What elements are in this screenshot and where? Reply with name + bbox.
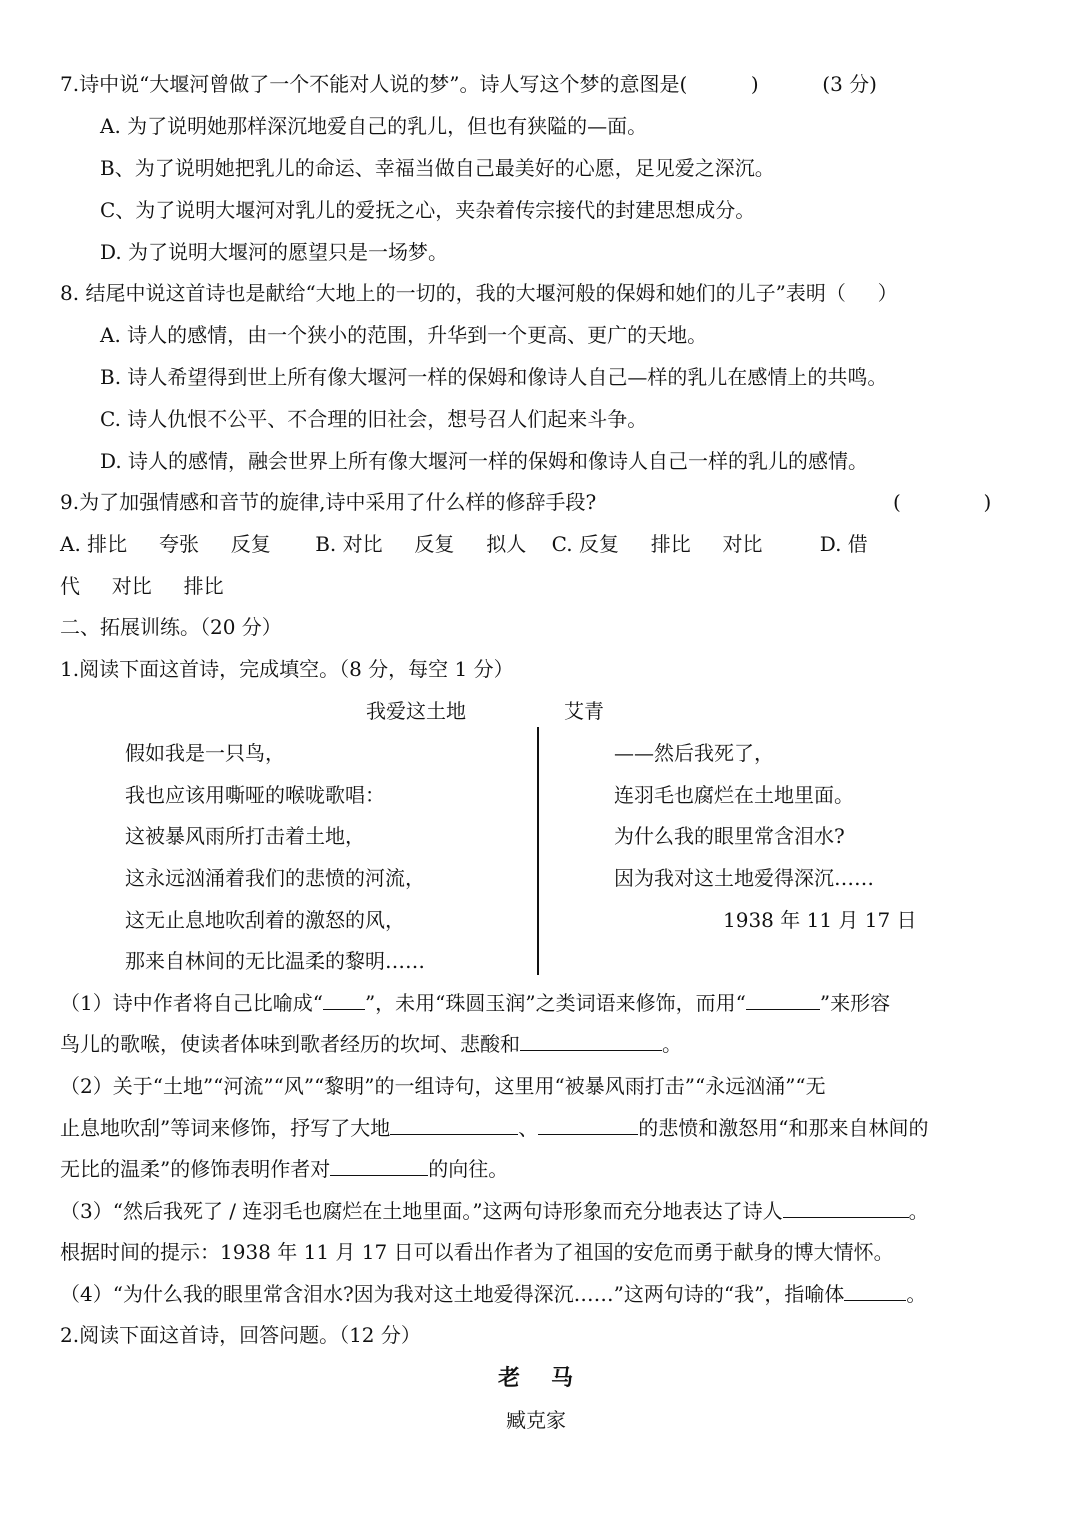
poem1-date: 1938 年 11 月 17 日 xyxy=(723,908,917,932)
answer-blank[interactable] xyxy=(746,989,820,1010)
answer-blank[interactable] xyxy=(330,1155,428,1176)
fill-q4-line xyxy=(60,1280,926,1308)
fill-q2-line1: （2）关于“土地”“河流”“风”“黎明”的一组诗句，这里用“被暴风雨打击”“永远汹涌”“无 xyxy=(60,1074,826,1098)
q7-stem: 7.诗中说“大堰河曾做了一个不能对人说的梦”。诗人写这个梦的意图是( ) (3 分) xyxy=(60,72,877,96)
poem1-left-line: 我也应该用嘶哑的喉咙歌唱： xyxy=(125,783,385,807)
poem2-author: 臧克家 xyxy=(506,1408,566,1432)
poem-column-divider xyxy=(537,727,539,975)
q9-options-line1: A. 排比 夸张 反复 B. 对比 反复 拟人 C. 反复 排比 对比 D. 借 xyxy=(60,532,868,556)
fill-q2-line2 xyxy=(60,1114,928,1142)
answer-blank[interactable] xyxy=(520,1030,662,1051)
q8-option-d: D. 诗人的感情，融会世界上所有像大堰河一样的保姆和像诗人自己一样的乳儿的感情。 xyxy=(100,449,869,473)
q8-option-b: B. 诗人希望得到世上所有像大堰河一样的保姆和像诗人自己—样的乳儿在感情上的共鸣。 xyxy=(100,365,888,389)
fill-q1-line2 xyxy=(60,1030,682,1058)
fill-q2-text: 止息地吹刮”等词来修饰，抒写了大地 xyxy=(60,1116,391,1140)
q7-option-d: D. 为了说明大堰河的愿望只是一场梦。 xyxy=(100,240,449,264)
section2-heading: 二、拓展训练。（20 分） xyxy=(60,615,282,639)
poem1-left-line: 那来自林间的无比温柔的黎明…… xyxy=(125,949,425,973)
answer-blank[interactable] xyxy=(844,1280,906,1301)
q8-option-c: C. 诗人仇恨不公平、不合理的旧社会，想号召人们起来斗争。 xyxy=(100,407,648,431)
answer-blank[interactable] xyxy=(783,1197,909,1218)
fill-q2-text: 的向往。 xyxy=(428,1157,509,1181)
fill-q3-line2: 根据时间的提示：1938 年 11 月 17 日可以看出作者为了祖国的安危而勇于献身的博大情怀。 xyxy=(60,1240,894,1264)
fill-q4-text: （4）“为什么我的眼里常含泪水?因为我对这土地爱得深沉……”这两句诗的“我”，指喻体 xyxy=(60,1282,845,1306)
section2-q1-stem: 1.阅读下面这首诗，完成填空。（8 分，每空 1 分） xyxy=(60,657,514,681)
poem1-right-line: 为什么我的眼里常含泪水? xyxy=(614,824,845,848)
fill-q1-text: 鸟儿的歌喉，使读者体味到歌者经历的坎坷、悲酸和 xyxy=(60,1032,520,1056)
fill-q1-text: ”来形容 xyxy=(819,991,891,1015)
poem1-right-line: 因为我对这土地爱得深沉…… xyxy=(614,866,874,890)
poem1-title: 我爱这土地 xyxy=(366,699,466,723)
q9-answer-paren: ( ) xyxy=(893,490,992,514)
fill-q2-text: 的悲愤和激怒用“和那来自林间的 xyxy=(638,1116,929,1140)
q8-option-a: A. 诗人的感情，由一个狭小的范围，升华到一个更高、更广的天地。 xyxy=(100,323,708,347)
fill-q4-text: 。 xyxy=(906,1282,927,1306)
fill-q1-text: 。 xyxy=(662,1032,682,1056)
section2-q2-stem: 2.阅读下面这首诗，回答问题。（12 分） xyxy=(60,1323,421,1347)
fill-q1-text: （1）诗中作者将自己比喻成“ xyxy=(60,991,323,1015)
fill-q2-text: 无比的温柔”的修饰表明作者对 xyxy=(60,1157,331,1181)
poem1-left-line: 假如我是一只鸟， xyxy=(125,741,285,765)
fill-q1-line1 xyxy=(60,989,890,1017)
poem2-title: 老 马 xyxy=(498,1365,575,1391)
q7-option-c: C、为了说明大堰河对乳儿的爱抚之心，夹杂着传宗接代的封建思想成分。 xyxy=(100,198,756,222)
q9-options-line2: 代 对比 排比 xyxy=(60,574,224,598)
fill-q2-text: 、 xyxy=(518,1116,539,1140)
q8-stem: 8. 结尾中说这首诗也是献给“大地上的一切的，我的大堰河般的保姆和她们的儿子”表明（ ） xyxy=(60,281,898,305)
q7-option-b: B、为了说明她把乳儿的命运、幸福当做自己最美好的心愿，足见爱之深沉。 xyxy=(100,156,775,180)
q9-stem: 9.为了加强情感和音节的旋律,诗中采用了什么样的修辞手段? xyxy=(60,490,597,514)
q7-option-a: A. 为了说明她那样深沉地爱自己的乳儿，但也有狭隘的—面。 xyxy=(100,114,648,138)
poem1-right-line: 连羽毛也腐烂在土地里面。 xyxy=(614,783,854,807)
fill-q3-line1 xyxy=(60,1197,929,1225)
poem1-author: 艾青 xyxy=(564,699,604,723)
poem1-left-line: 这永远汹涌着我们的悲愤的河流， xyxy=(125,866,425,890)
fill-q1-text: ”，未用“珠圆玉润”之类词语来修饰，而用“ xyxy=(364,991,746,1015)
poem1-left-line: 这无止息地吹刮着的激怒的风， xyxy=(125,908,405,932)
answer-blank[interactable] xyxy=(538,1114,638,1135)
answer-blank[interactable] xyxy=(323,989,365,1010)
fill-q2-line3 xyxy=(60,1155,508,1183)
fill-q3-text: （3）“然后我死了 / 连羽毛也腐烂在土地里面。”这两句诗形象而充分地表达了诗人 xyxy=(60,1199,783,1223)
answer-blank[interactable] xyxy=(390,1114,518,1135)
fill-q3-text: 。 xyxy=(908,1199,929,1223)
poem1-left-line: 这被暴风雨所打击着土地， xyxy=(125,824,365,848)
poem1-right-line: ——然后我死了， xyxy=(614,741,774,765)
